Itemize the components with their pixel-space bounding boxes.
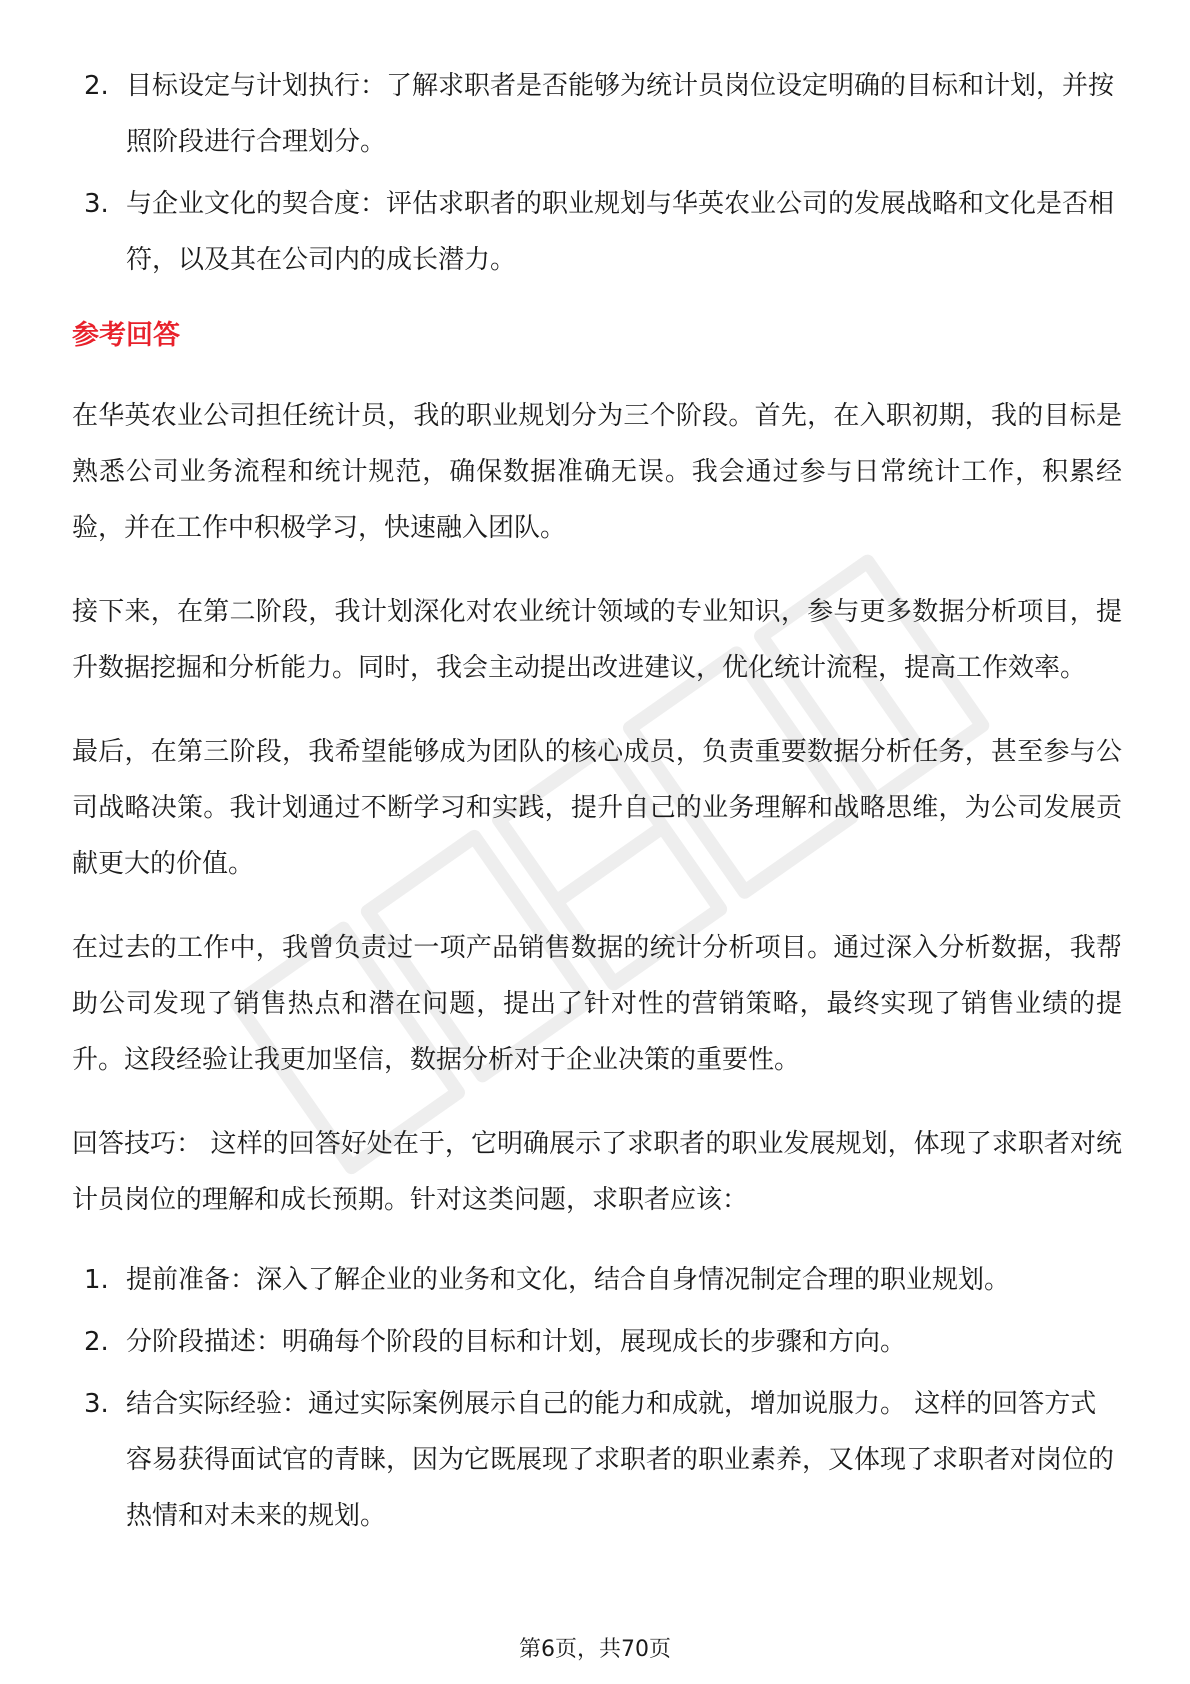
list-item — [72, 58, 1122, 170]
section-heading: 参考回答 — [72, 320, 180, 351]
page-footer: 第6页，共70页 — [519, 1637, 671, 1662]
tips-list — [72, 1252, 1122, 1544]
list-text: 分阶段描述：明确每个阶段的目标和计划，展现成长的步骤和方向。 — [126, 1327, 907, 1357]
answer-paragraph: 在华英农业公司担任统计员，我的职业规划分为三个阶段。首先，在入职初期，我的目标是熟悉公司业务流程和统计规范，确保数据准确无误。我会通过参与日常统计工作，积累经验，并在工作中积极学习，快速融入团队。 — [72, 401, 1122, 543]
tips-intro-paragraph: 回答技巧： 这样的回答好处在于，它明确展示了求职者的职业发展规划，体现了求职者对统计员岗位的理解和成长预期。针对这类问题，求职者应该： — [72, 1129, 1122, 1215]
answer-paragraph: 在过去的工作中，我曾负责过一项产品销售数据的统计分析项目。通过深入分析数据，我帮助公司发现了销售热点和潜在问题，提出了针对性的营销策略，最终实现了销售业绩的提升。这段经验让我更加坚信，数据分析对于企业决策的重要性。 — [72, 933, 1122, 1075]
list-item — [72, 1252, 1122, 1308]
answer-paragraph: 接下来，在第二阶段，我计划深化对农业统计领域的专业知识，参与更多数据分析项目，提升数据挖掘和分析能力。同时，我会主动提出改进建议，优化统计流程，提高工作效率。 — [72, 597, 1122, 683]
list-item — [72, 1376, 1122, 1544]
answer-paragraph: 最后，在第三阶段，我希望能够成为团队的核心成员，负责重要数据分析任务，甚至参与公司战略决策。我计划通过不断学习和实践，提升自己的业务理解和战略思维，为公司发展贡献更大的价值。 — [72, 737, 1122, 879]
list-text: 提前准备：深入了解企业的业务和文化，结合自身情况制定合理的职业规划。 — [126, 1265, 1011, 1295]
list-item — [72, 176, 1122, 288]
list-item — [72, 1314, 1122, 1370]
list-number: 1. — [84, 1265, 109, 1295]
list-number: 2. — [84, 71, 109, 101]
list-text: 与企业文化的契合度：评估求职者的职业规划与华英农业公司的发展战略和文化是否相符，以及其在公司内的成长潜力。 — [126, 189, 1115, 275]
main-content — [72, 58, 1122, 1550]
list-text: 结合实际经验：通过实际案例展示自己的能力和成就，增加说服力。 这样的回答方式容易获得面试官的青睐，因为它既展现了求职者的职业素养，又体现了求职者对岗位的热情和对未来的规划。 — [126, 1389, 1115, 1531]
criteria-list — [72, 58, 1122, 288]
list-text: 目标设定与计划执行：了解求职者是否能够为统计员岗位设定明确的目标和计划，并按照阶段进行合理划分。 — [126, 71, 1115, 157]
list-number: 3. — [84, 1389, 109, 1419]
list-number: 3. — [84, 189, 109, 219]
list-number: 2. — [84, 1327, 109, 1357]
